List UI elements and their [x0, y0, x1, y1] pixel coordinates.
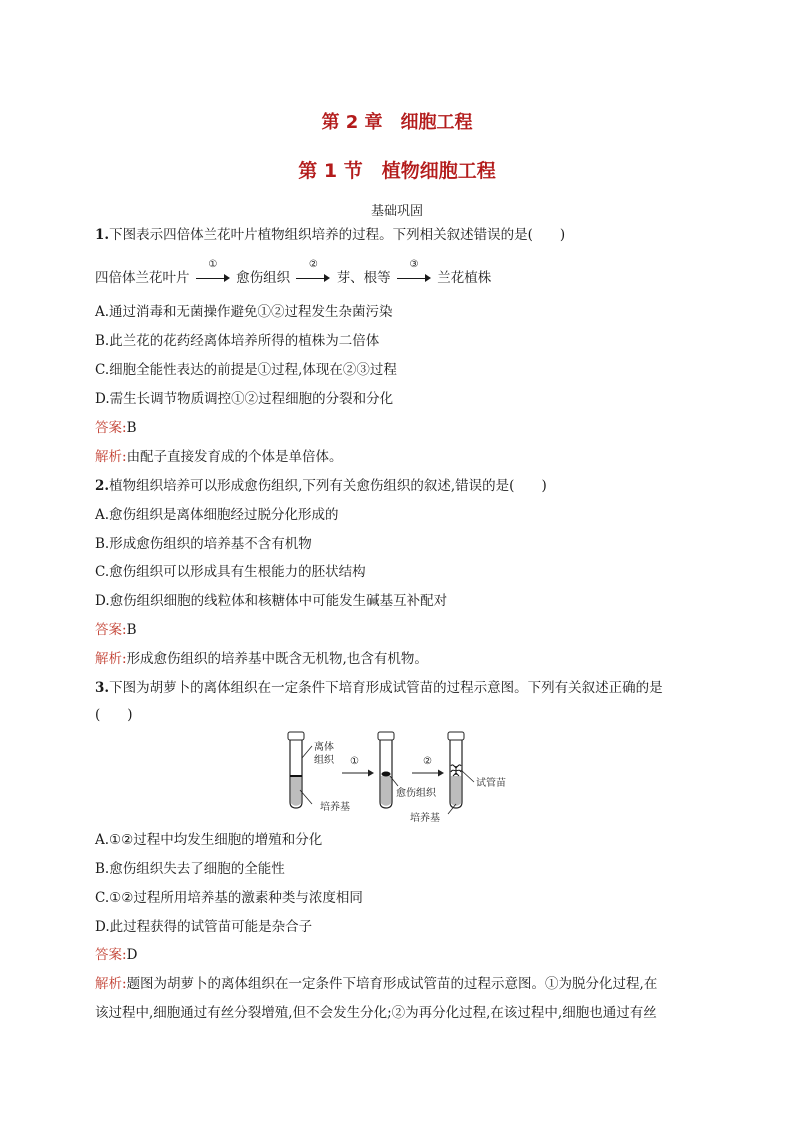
answer-label: 答案:: [95, 420, 127, 436]
answer-line: [95, 419, 136, 437]
analysis-text: 由配子直接发育成的个体是单倍体。: [126, 449, 343, 465]
analysis-label: 解析:: [95, 449, 127, 465]
subheading: 基础巩固: [370, 204, 423, 219]
process-flow: [95, 259, 492, 286]
question-text: 下图表示四倍体兰花叶片植物组织培养的过程。下列相关叙述错误的是( ): [109, 227, 566, 243]
section-title: 第 1 节 植物细胞工程: [298, 160, 496, 182]
label-callus: 愈伤组织: [396, 788, 436, 799]
question-2-stem: [95, 477, 547, 495]
question-text: 植物组织培养可以形成愈伤组织,下列有关愈伤组织的叙述,错误的是( ): [109, 478, 547, 494]
answer-line: [95, 621, 136, 639]
test-tube-1: [288, 732, 312, 808]
analysis-line: [95, 448, 343, 466]
flow-arrow-1: [196, 259, 230, 285]
analysis-line: [95, 650, 428, 668]
test-tube-2: [378, 732, 398, 808]
option-c: C.①②过程所用培养基的激素种类与浓度相同: [95, 890, 363, 906]
analysis-label: 解析:: [95, 651, 127, 667]
option-c: C.愈伤组织可以形成具有生根能力的胚状结构: [95, 564, 366, 580]
answer-label: 答案:: [95, 622, 127, 638]
flow-arrow-label: ③: [409, 259, 419, 270]
analysis-text: 题图为胡萝卜的离体组织在一定条件下培育形成试管苗的过程示意图。①为脱分化过程,在: [126, 976, 658, 992]
option-a: A.①②过程中均发生细胞的增殖和分化: [95, 832, 323, 848]
option-a: A.愈伤组织是离体细胞经过脱分化形成的: [95, 507, 339, 523]
question-3-stem: [95, 679, 663, 697]
flow-arrow-label: ②: [308, 259, 318, 270]
label-medium-2: 培养基: [410, 813, 440, 824]
arrow-2-label: ②: [423, 756, 432, 767]
flow-arrow-3: [397, 259, 431, 285]
question-3-stem-cont: ( ): [95, 707, 133, 723]
question-number: 3.: [95, 680, 110, 696]
flow-step-plant: 兰花植株: [437, 270, 492, 286]
label-tissue-line1: 离体: [314, 742, 334, 753]
option-d: D.此过程获得的试管苗可能是杂合子: [95, 919, 313, 935]
answer-value: B: [126, 622, 137, 638]
test-tube-figure: [280, 728, 520, 824]
flow-arrow-2: [296, 259, 330, 285]
option-b: B.愈伤组织失去了细胞的全能性: [95, 861, 285, 877]
option-a: A.通过消毒和无菌操作避免①②过程发生杂菌污染: [95, 304, 393, 320]
analysis-line-cont: 该过程中,细胞通过有丝分裂增殖,但不会发生分化;②为再分化过程,在该过程中,细胞也通过有丝: [95, 1005, 657, 1021]
label-tissue-line2: 组织: [314, 755, 334, 766]
question-number: 1.: [95, 227, 110, 243]
label-plantlet: 试管苗: [476, 778, 506, 789]
label-medium-1: 培养基: [320, 802, 350, 813]
chapter-title: 第 2 章 细胞工程: [321, 112, 473, 133]
answer-label: 答案:: [95, 947, 127, 963]
flow-step-buds-roots: 芽、根等: [336, 270, 391, 286]
test-tube-3: [448, 732, 474, 814]
option-d: D.愈伤组织细胞的线粒体和核糖体中可能发生碱基互补配对: [95, 593, 448, 609]
answer-value: B: [126, 420, 137, 436]
flow-step-leaf: 四倍体兰花叶片: [95, 270, 190, 286]
answer-value: D: [126, 947, 138, 963]
option-c: C.细胞全能性表达的前提是①过程,体现在②③过程: [95, 362, 397, 378]
answer-line: [95, 946, 137, 964]
flow-step-callus: 愈伤组织: [236, 270, 291, 286]
arrow-1-label: ①: [350, 756, 359, 767]
flow-arrow-label: ①: [208, 259, 218, 270]
option-d: D.需生长调节物质调控①②过程细胞的分裂和分化: [95, 391, 394, 407]
question-text: 下图为胡萝卜的离体组织在一定条件下培育形成试管苗的过程示意图。下列有关叙述正确的是: [109, 680, 663, 696]
question-1-stem: [95, 226, 565, 244]
option-b: B.形成愈伤组织的培养基不含有机物: [95, 536, 312, 552]
question-number: 2.: [95, 478, 110, 494]
analysis-text: 形成愈伤组织的培养基中既含无机物,也含有机物。: [126, 651, 428, 667]
analysis-label: 解析:: [95, 976, 127, 992]
test-tube-diagram: [280, 728, 520, 824]
analysis-line: [95, 975, 657, 993]
option-b: B.此兰花的花药经离体培养所得的植株为二倍体: [95, 333, 380, 349]
